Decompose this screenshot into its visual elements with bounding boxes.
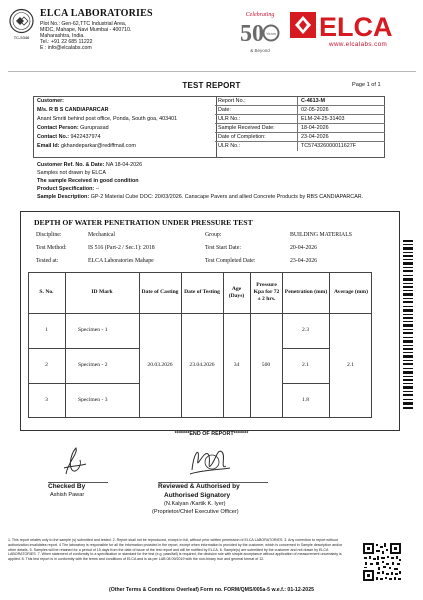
discipline-label: Discipline: xyxy=(36,232,62,238)
address-line: MIDC, Mahape, Navi Mumbai - 400710. xyxy=(40,27,132,33)
checked-by-label: Checked By xyxy=(48,483,86,490)
meta-row xyxy=(215,106,385,115)
test-title: DEPTH OF WATER PENETRATION UNDER PRESSURE TEST xyxy=(34,218,253,227)
contact-person-label: Contact Person: xyxy=(37,125,79,131)
cell-penetration: 2.3 xyxy=(302,327,309,333)
cell-sno: 1 xyxy=(45,327,48,333)
header-pressure: Pressure Kpa for 72 ± 2 hrs. xyxy=(253,282,280,302)
meta-row xyxy=(215,142,385,151)
authorised-signatory-label: Authorised Signatory xyxy=(164,492,231,499)
discipline-value: Mechanical xyxy=(88,232,116,238)
cell-average: 2.1 xyxy=(347,362,354,368)
authorised-signature-icon xyxy=(186,440,234,484)
cell-id-mark: Specimen - 2 xyxy=(78,362,108,368)
header-average: Average (mm) xyxy=(334,289,368,296)
meta-row xyxy=(215,124,385,133)
customer-name: M/s. R B S CANDIAPARCAR xyxy=(37,107,109,113)
page-number: Page 1 of 1 xyxy=(352,82,381,88)
tested-at-value: ELCA Laboratories Mahape xyxy=(88,258,154,264)
report-title: TEST REPORT xyxy=(182,81,241,90)
contact-no-value: 9422437974 xyxy=(70,134,101,140)
header-penetration: Penetration (mm) xyxy=(284,289,328,296)
checked-by-name: Ashish Pawar xyxy=(50,492,85,498)
elca-brand-logo xyxy=(288,10,420,40)
meta-value: 02-05-2026 xyxy=(301,107,329,113)
footer-terms: 1. This report relates only to the sample (s) submitted and tested. 2. Report shall not be reproduced, except in full, without prior written permission of ELCA LABORATORIES. 3. Any correction to report without authorization invalidates report. 4 The laboratory is responsible for all the information provided in the report, except when information is provided by the customer, which is concerned in Sample description and/or other details. 5. Samples will be retained for a period of 15 days from the date of issue of the test report and will be notified by ELCA. 6. Sample(s) are submitted by the customer and not drawn by ELCA LABORATORIES. 7. When statement of conformity to a specification or standard for the test (e.g. pass/fail) is required, the decision rule with simple acceptance without application of measurement uncertainty is applied. 8. This test report is in conformity with the terms and conditions of ELCA and is as per LAB 08 09/2019 with the non-binary true and general format of 12. xyxy=(8,538,343,562)
meta-row xyxy=(215,133,385,142)
cell-sno: 2 xyxy=(45,362,48,368)
seal-text: TC-5346 xyxy=(13,35,30,40)
header-testing-date: Date of Testing xyxy=(184,289,220,296)
test-method-value: IS 516 (Part-2 / Sec.1): 2018 xyxy=(88,245,155,251)
contact-person-value: Guruprasad xyxy=(80,125,109,131)
address-line: Maharashtra, India. xyxy=(40,33,85,39)
logo-years: Years xyxy=(265,31,277,36)
meta-value: C-4613-M xyxy=(301,98,325,104)
header-divider xyxy=(8,71,416,72)
qr-code-icon xyxy=(362,542,402,582)
reviewed-label: Reviewed & Authorised by xyxy=(158,483,240,490)
header-sno: S. No. xyxy=(39,289,54,296)
checked-signature-icon xyxy=(58,444,90,482)
sample-condition: The sample Received in good condition xyxy=(37,178,139,184)
meta-label: ULR No.: xyxy=(218,143,241,149)
cell-penetration: 2.1 xyxy=(302,362,309,368)
cell-penetration: 1.8 xyxy=(302,397,309,403)
email-value: gkhandeparkar@rediffmail.com xyxy=(60,143,136,149)
cell-sno: 3 xyxy=(45,397,48,403)
product-spec-value: -- xyxy=(95,186,100,192)
accreditation-seal-icon xyxy=(8,8,35,41)
end-of-report: *******END OF REPORT******* xyxy=(174,431,249,437)
group-label: Group: xyxy=(205,232,222,238)
meta-label: Report No.: xyxy=(218,98,246,104)
tested-at-label: Tested at: xyxy=(36,258,59,264)
logo-number: 50 xyxy=(240,21,264,47)
sample-desc-label: Sample Description: xyxy=(37,194,90,200)
test-start-label: Test Start Date: xyxy=(205,245,241,251)
website-url: www.elcalabs.com xyxy=(329,41,388,48)
sample-desc-value: GP-2 Material Cube DOC: 20/03/2026. Canscape Pavers and allied Concrete Products by RBS CANDIAPARCAR. xyxy=(90,194,364,200)
test-start-value: 20-04-2026 xyxy=(290,245,318,251)
address-line: Plot No.: Gen-62,TTC Industrial Area, xyxy=(40,21,127,27)
meta-value: ELM-24-25-31403 xyxy=(301,116,345,122)
email-label: Email Id: xyxy=(37,143,60,149)
customer-address: Anant Smriti behind post office, Ponda, South goa, 403401 xyxy=(37,116,178,122)
meta-label: Date of Completion: xyxy=(218,134,266,140)
test-completed-label: Test Completed Date: xyxy=(205,258,256,264)
test-completed-value: 23-04-2026 xyxy=(290,258,318,264)
logo-celebrating: Celebrating xyxy=(245,12,275,18)
product-spec-label: Product Specification: xyxy=(37,186,95,192)
cell-id-mark: Specimen - 3 xyxy=(78,397,108,403)
side-barcode-icon xyxy=(403,240,413,410)
header-casting-date: Date of Casting xyxy=(141,289,179,296)
brand-wordmark: ELCA xyxy=(319,12,393,40)
authorised-title: (Proprietor/Chief Executive Officer) xyxy=(152,509,239,515)
form-number-line: (Other Terms & Conditions Overleaf) Form no. FORM/QMS/005a-5 w.e.f.: 01-12-2025 xyxy=(109,587,314,593)
fifty-years-logo xyxy=(236,8,284,54)
cell-testing-date: 23.04.2026 xyxy=(189,362,215,368)
group-value: BUILDING MATERIALS xyxy=(290,232,352,238)
phone-line: Tel.: +91 22 685 11222 xyxy=(40,39,93,45)
meta-value: TC574326000011627F xyxy=(301,143,357,149)
cell-id-mark: Specimen - 1 xyxy=(78,327,108,333)
meta-value: 18-04-2026 xyxy=(301,125,329,131)
cell-pressure: 500 xyxy=(261,362,271,368)
meta-label: Sample Received Date: xyxy=(218,125,275,131)
authorised-names: (N.Kalyan /Kartik K. Iyer) xyxy=(164,501,226,507)
cell-age: 34 xyxy=(233,362,240,368)
test-method-label: Test Method: xyxy=(36,245,67,251)
meta-label: ULR No.: xyxy=(218,116,241,122)
header-id-mark: ID Mark xyxy=(91,289,113,296)
customer-ref-value: NA 18-04-2026 xyxy=(105,162,143,168)
meta-value: 23-04-2026 xyxy=(301,134,329,140)
logo-beyond: & Beyond xyxy=(250,48,270,53)
header-age: Age (Days) xyxy=(228,285,245,299)
contact-no-label: Contact No.: xyxy=(37,134,70,140)
email-line: E : info@elcalabs.com xyxy=(40,45,92,51)
sampling-note: Samples not drawn by ELCA xyxy=(37,170,106,176)
customer-label: Customer: xyxy=(37,98,64,104)
customer-ref-label: Customer Ref. No. & Date: xyxy=(37,162,105,168)
lab-name: ELCA LABORATORIES xyxy=(40,8,153,19)
cell-casting-date: 20.03.2026 xyxy=(147,362,173,368)
meta-row xyxy=(215,115,385,124)
meta-row xyxy=(215,97,385,106)
meta-label: Date: xyxy=(218,107,231,113)
